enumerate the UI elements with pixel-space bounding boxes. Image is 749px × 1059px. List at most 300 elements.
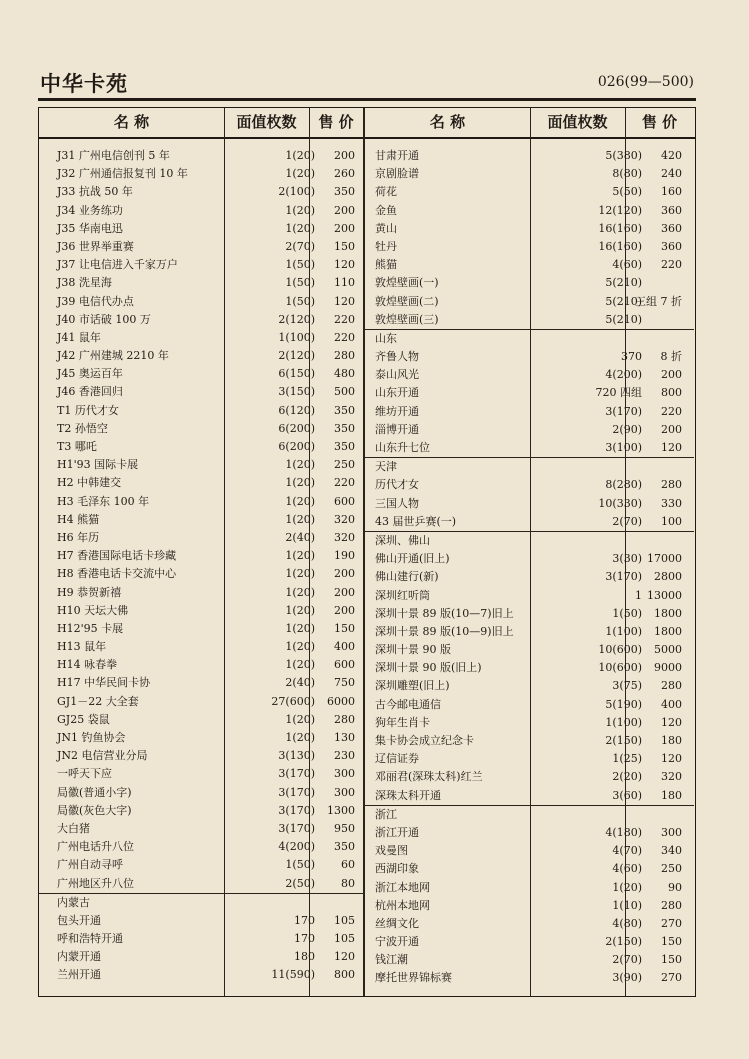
price: 6000 <box>327 694 355 708</box>
item-name: 摩托世界锦标赛 <box>375 971 452 985</box>
price: 300 <box>661 825 682 839</box>
item-name: 深圳十景 89 版(10—7)旧上 <box>375 606 514 620</box>
table-row <box>39 674 363 692</box>
header-separator <box>39 137 695 139</box>
face-value: 720 四组 <box>595 386 642 400</box>
item-name: 黄山 <box>375 221 397 235</box>
price: 80 <box>341 876 355 890</box>
table-row <box>365 274 694 292</box>
face-value: 3(90) <box>612 971 642 985</box>
table-row <box>39 820 363 838</box>
price: 200 <box>661 422 682 436</box>
price: 5000 <box>654 643 682 657</box>
face-value: 12(120) <box>598 203 642 217</box>
face-value: 5(210) <box>605 312 642 326</box>
face-value: 1(20) <box>285 458 315 472</box>
face-value: 4(60) <box>612 862 642 876</box>
table-row <box>39 765 363 783</box>
price-table <box>38 107 696 997</box>
face-value: 2(70) <box>612 953 642 967</box>
item-name: 深珠太科开通 <box>375 788 441 802</box>
price: 120 <box>334 294 355 308</box>
item-name: H7 香港国际电话卡珍藏 <box>57 549 177 563</box>
face-value: 3(170) <box>278 785 315 799</box>
item-name: H17 中华民间卡协 <box>57 676 151 690</box>
item-name: 43 届世乒赛(一) <box>375 514 457 528</box>
item-name: 淄博开通 <box>375 422 419 436</box>
price: 17000 <box>647 552 682 566</box>
table-row <box>365 787 694 805</box>
item-name: J31 广州电信创刊 5 年 <box>57 149 170 162</box>
table-row <box>365 238 694 256</box>
price: 90 <box>668 880 682 894</box>
item-name: 金鱼 <box>375 203 397 217</box>
price: 350 <box>334 403 355 417</box>
face-value: 2(70) <box>612 514 642 528</box>
table-row <box>365 860 694 878</box>
item-name: 三国人物 <box>375 496 419 510</box>
item-name: 齐鲁人物 <box>375 350 419 364</box>
item-name: 京剧脸谱 <box>375 167 419 181</box>
face-value: 180 <box>294 950 315 964</box>
price: 200 <box>661 368 682 382</box>
page-header <box>38 68 694 98</box>
price: 220 <box>661 258 682 272</box>
item-name: 泰山风光 <box>375 368 419 382</box>
item-name: 辽信证券 <box>375 752 419 766</box>
price: 950 <box>334 821 355 835</box>
price: 1800 <box>654 624 682 638</box>
face-value: 6(200) <box>278 421 315 435</box>
face-value: 2(70) <box>285 239 315 253</box>
face-value: 1(20) <box>285 149 315 162</box>
table-row <box>39 274 363 292</box>
price: 420 <box>661 149 682 162</box>
item-name: GJ25 袋鼠 <box>57 712 110 726</box>
item-name: 佛山开通(旧上) <box>375 552 450 566</box>
item-name: J39 电信代办点 <box>57 294 134 308</box>
item-name: 内蒙古 <box>57 895 90 909</box>
face-value: 1(20) <box>285 731 315 744</box>
price: 360 <box>661 221 682 235</box>
item-name: 荷花 <box>375 185 397 199</box>
item-name: GJ1－22 大全套 <box>57 694 139 708</box>
price: 480 <box>334 367 355 381</box>
item-name: H13 鼠年 <box>57 640 107 654</box>
table-row <box>39 493 363 511</box>
table-row <box>39 912 363 930</box>
table-row <box>39 930 363 948</box>
item-name: 山东升七位 <box>375 441 430 454</box>
table-row <box>39 784 363 802</box>
face-value: 3(150) <box>278 385 315 399</box>
price: 350 <box>334 185 355 199</box>
price: 190 <box>334 549 355 563</box>
table-row <box>365 824 694 842</box>
table-row <box>365 384 694 402</box>
price: 110 <box>334 276 355 290</box>
face-value: 16(160) <box>598 221 642 235</box>
face-value: 1(20) <box>285 640 315 654</box>
price: 200 <box>334 149 355 162</box>
table-row <box>365 842 694 860</box>
face-value: 2(50) <box>285 876 315 890</box>
table-row <box>39 547 363 565</box>
price: 200 <box>334 221 355 235</box>
price: 180 <box>661 734 682 747</box>
table-row <box>39 293 363 311</box>
price: 120 <box>334 950 355 964</box>
face-value: 1(20) <box>285 221 315 235</box>
table-row <box>39 875 363 893</box>
item-name: 集卡协会成立纪念卡 <box>375 734 474 747</box>
item-name: J38 洗星海 <box>57 276 112 290</box>
catalog-code: 026(99—500) <box>597 74 694 90</box>
item-name: 兰州开通 <box>57 968 101 982</box>
item-name: 广州地区升八位 <box>57 876 134 890</box>
price: 180 <box>661 788 682 802</box>
price: 350 <box>334 421 355 435</box>
face-value: 1(50) <box>285 294 315 308</box>
price: 130 <box>334 731 355 744</box>
price: 250 <box>334 458 355 472</box>
table-row <box>39 256 363 274</box>
item-name: J34 业务练功 <box>57 203 123 217</box>
item-name: 牡丹 <box>375 239 397 253</box>
price: 13000 <box>647 588 682 602</box>
price: 200 <box>334 203 355 217</box>
face-value: 1(20) <box>285 494 315 508</box>
table-row <box>39 456 363 474</box>
right-price-header: 售 价 <box>641 113 678 131</box>
item-name: 古今邮电通信 <box>375 697 441 711</box>
table-row <box>39 729 363 747</box>
price: 360 <box>661 239 682 253</box>
face-value: 3(130) <box>278 749 315 763</box>
face-value: 1(10) <box>612 898 642 912</box>
price: 120 <box>661 752 682 766</box>
face-value: 5(210) <box>605 276 642 290</box>
face-value: 10(600) <box>598 643 642 657</box>
face-value: 1(50) <box>612 606 642 620</box>
price: 240 <box>661 167 682 181</box>
item-name: 维坊开通 <box>375 404 419 418</box>
item-name: 熊猫 <box>375 258 397 272</box>
face-value: 1(20) <box>285 712 315 726</box>
table-row <box>365 421 694 439</box>
table-row <box>39 347 363 365</box>
face-value: 3(75) <box>612 679 642 693</box>
face-value: 1(50) <box>285 276 315 290</box>
price: 220 <box>661 404 682 418</box>
table-row <box>365 879 694 897</box>
table-row <box>365 183 694 201</box>
face-value: 4(80) <box>612 916 642 930</box>
price: 400 <box>334 640 355 654</box>
price: 2800 <box>654 570 682 584</box>
table-row <box>365 513 694 531</box>
price: 600 <box>334 494 355 508</box>
face-value: 1(100) <box>278 330 315 344</box>
face-value: 4(180) <box>605 825 642 839</box>
item-name: 甘肃开通 <box>375 149 419 162</box>
item-name: J41 鼠年 <box>57 330 101 344</box>
item-name: 深圳十景 89 版(10—9)旧上 <box>375 624 514 638</box>
price: 250 <box>661 862 682 876</box>
item-name: H12'95 卡展 <box>57 621 124 635</box>
table-row <box>365 439 694 457</box>
price: 320 <box>334 512 355 526</box>
face-value: 4(200) <box>605 368 642 382</box>
price: 220 <box>334 330 355 344</box>
table-row <box>39 165 363 183</box>
item-name: J40 市话破 100 万 <box>57 312 151 326</box>
face-value: 5(50) <box>612 185 642 199</box>
face-value: 5(380) <box>605 149 642 162</box>
price: 200 <box>334 585 355 599</box>
table-row <box>39 511 363 529</box>
price: 320 <box>661 770 682 784</box>
face-value: 1(20) <box>285 621 315 635</box>
face-value: 3(170) <box>605 570 642 584</box>
item-name: J46 香港回归 <box>57 385 123 399</box>
table-row <box>39 966 363 984</box>
face-value: 370 <box>621 350 642 364</box>
item-name: 深圳雕塑(旧上) <box>375 679 450 693</box>
table-row <box>365 550 694 568</box>
item-name: 局徽(灰色大字) <box>57 803 132 817</box>
item-name: 山东 <box>375 331 397 345</box>
item-name: 局徽(普通小字) <box>57 785 132 799</box>
price: 270 <box>661 971 682 985</box>
face-value: 11(590) <box>271 968 315 982</box>
face-value: 6(200) <box>278 440 315 453</box>
item-name: 内蒙开通 <box>57 950 101 964</box>
face-value: 170 <box>294 932 315 946</box>
price: 120 <box>661 715 682 729</box>
item-name: J33 抗战 50 年 <box>57 185 133 199</box>
table-row <box>39 711 363 729</box>
table-row <box>365 732 694 750</box>
price: 280 <box>661 478 682 492</box>
item-name: 呼和浩特开通 <box>57 932 123 946</box>
face-value: 3(170) <box>278 803 315 817</box>
section-header-row <box>365 531 694 550</box>
right-face-header: 面值枚数 <box>547 113 608 131</box>
price: 150 <box>334 239 355 253</box>
table-row <box>39 693 363 711</box>
item-name: 杭州本地网 <box>375 898 430 912</box>
price: 300 <box>334 767 355 781</box>
face-value: 1(20) <box>285 203 315 217</box>
face-value: 1 <box>635 588 642 602</box>
table-row <box>39 365 363 383</box>
table-row <box>39 420 363 438</box>
table-row <box>365 750 694 768</box>
table-row <box>365 293 694 311</box>
table-row <box>39 747 363 765</box>
table-row <box>39 474 363 492</box>
table-row <box>365 587 694 605</box>
item-name: H2 中韩建交 <box>57 476 122 490</box>
face-value: 4(70) <box>612 844 642 858</box>
price: 280 <box>661 898 682 912</box>
face-value: 2(120) <box>278 312 315 326</box>
item-name: H8 香港电话卡交流中心 <box>57 567 177 581</box>
item-name: 狗年生肖卡 <box>375 715 430 729</box>
item-name: 佛山建行(新) <box>375 570 439 584</box>
table-row <box>365 969 694 987</box>
price: 60 <box>341 858 355 872</box>
face-value: 27(600) <box>271 694 315 708</box>
item-name: 历代才女 <box>375 478 419 492</box>
price: 280 <box>334 712 355 726</box>
item-name: 钱江潮 <box>375 953 408 967</box>
face-value: 10(600) <box>598 661 642 675</box>
table-row <box>39 202 363 220</box>
table-row <box>39 238 363 256</box>
face-value: 3(30) <box>612 552 642 566</box>
table-row <box>365 476 694 494</box>
price: 150 <box>661 953 682 967</box>
face-value: 1(25) <box>612 752 642 766</box>
price: 360 <box>661 203 682 217</box>
price: 500 <box>334 385 355 399</box>
item-name: J42 广州建城 2210 年 <box>57 349 169 363</box>
table-row <box>39 311 363 329</box>
table-row <box>39 438 363 456</box>
table-row <box>365 202 694 220</box>
price: 340 <box>661 844 682 858</box>
table-row <box>39 147 363 165</box>
item-name: 大白猪 <box>57 821 90 835</box>
face-value: 1(100) <box>605 624 642 638</box>
table-row <box>39 602 363 620</box>
item-name: H10 天坛大佛 <box>57 603 129 617</box>
right-name-header: 名 称 <box>429 113 466 131</box>
price: 350 <box>334 840 355 854</box>
face-value: 2(150) <box>605 935 642 949</box>
face-value: 1(20) <box>285 658 315 672</box>
face-value: 1(20) <box>285 167 315 181</box>
price: 230 <box>334 749 355 763</box>
table-row <box>39 856 363 874</box>
item-name: 丝绸文化 <box>375 916 419 930</box>
face-value: 2(120) <box>278 349 315 363</box>
left-column <box>39 147 363 985</box>
face-value: 5(190) <box>605 697 642 711</box>
price: 105 <box>334 932 355 946</box>
price: 600 <box>334 658 355 672</box>
price: 300 <box>334 785 355 799</box>
face-value: 1(20) <box>285 603 315 617</box>
item-name: T2 孙悟空 <box>57 421 108 435</box>
face-value: 2(90) <box>612 422 642 436</box>
face-value: 1(20) <box>612 880 642 894</box>
brand-title: 中华卡苑 <box>40 72 128 96</box>
item-name: J37 让电信进入千家万户 <box>57 258 178 272</box>
item-name: JN1 钓鱼协会 <box>57 731 126 744</box>
face-value: 8(280) <box>605 478 642 492</box>
table-row <box>39 565 363 583</box>
item-name: 浙江开通 <box>375 825 419 839</box>
price: 1800 <box>654 606 682 620</box>
face-value: 16(160) <box>598 239 642 253</box>
price: 8 折 <box>660 350 682 364</box>
table-row <box>365 677 694 695</box>
face-value: 1(100) <box>605 715 642 729</box>
price: 100 <box>661 514 682 528</box>
table-row <box>39 638 363 656</box>
face-value: 2(40) <box>285 530 315 544</box>
item-name: T1 历代才女 <box>57 403 119 417</box>
item-name: H1'93 国际卡展 <box>57 458 139 472</box>
price: 150 <box>661 935 682 949</box>
table-row <box>365 403 694 421</box>
face-value: 2(150) <box>605 734 642 747</box>
section-header-row <box>365 329 694 348</box>
table-row <box>365 311 694 329</box>
section-header-row <box>365 457 694 476</box>
face-value: 1(20) <box>285 549 315 563</box>
table-row <box>39 802 363 820</box>
table-row <box>365 696 694 714</box>
table-row <box>365 348 694 366</box>
item-name: JN2 电信营业分局 <box>57 749 148 763</box>
table-row <box>39 220 363 238</box>
table-row <box>365 495 694 513</box>
header-rule <box>38 98 696 101</box>
item-name: 敦煌壁画(一) <box>375 276 439 290</box>
face-value: 170 <box>294 913 315 927</box>
face-value: 1(20) <box>285 585 315 599</box>
left-name-header: 名 称 <box>113 113 150 131</box>
table-row <box>365 951 694 969</box>
item-name: 深圳十景 90 版(旧上) <box>375 661 482 675</box>
face-value: 3(170) <box>278 821 315 835</box>
face-value: 2(100) <box>278 185 315 199</box>
face-value: 2(40) <box>285 676 315 690</box>
price: 105 <box>334 913 355 927</box>
item-name: 敦煌壁画(二) <box>375 294 439 308</box>
item-name: J45 奥运百年 <box>57 367 123 381</box>
face-value: 4(200) <box>278 840 315 854</box>
item-name: H9 恭贺新禧 <box>57 585 122 599</box>
face-value: 1(50) <box>285 258 315 272</box>
item-name: 浙江本地网 <box>375 880 430 894</box>
price: 1300 <box>327 803 355 817</box>
face-value: 1(20) <box>285 476 315 490</box>
price: 220 <box>334 312 355 326</box>
item-name: T3 哪吒 <box>57 440 97 453</box>
right-column <box>365 147 694 988</box>
table-row <box>39 620 363 638</box>
item-name: 广州电话升八位 <box>57 840 134 854</box>
table-row <box>365 641 694 659</box>
left-price-header: 售 价 <box>318 113 354 131</box>
item-name: 深圳十景 90 版 <box>375 643 451 657</box>
table-row <box>365 659 694 677</box>
price: 160 <box>661 185 682 199</box>
item-name: 西湖印象 <box>375 862 419 876</box>
face-value: 6(150) <box>278 367 315 381</box>
table-row <box>39 402 363 420</box>
price: 800 <box>661 386 682 400</box>
face-value: 1(20) <box>285 512 315 526</box>
item-name: 邓丽君(深珠太科)红兰 <box>375 770 483 784</box>
face-value: 3(170) <box>605 404 642 418</box>
item-name: 一呼天下应 <box>57 767 112 781</box>
